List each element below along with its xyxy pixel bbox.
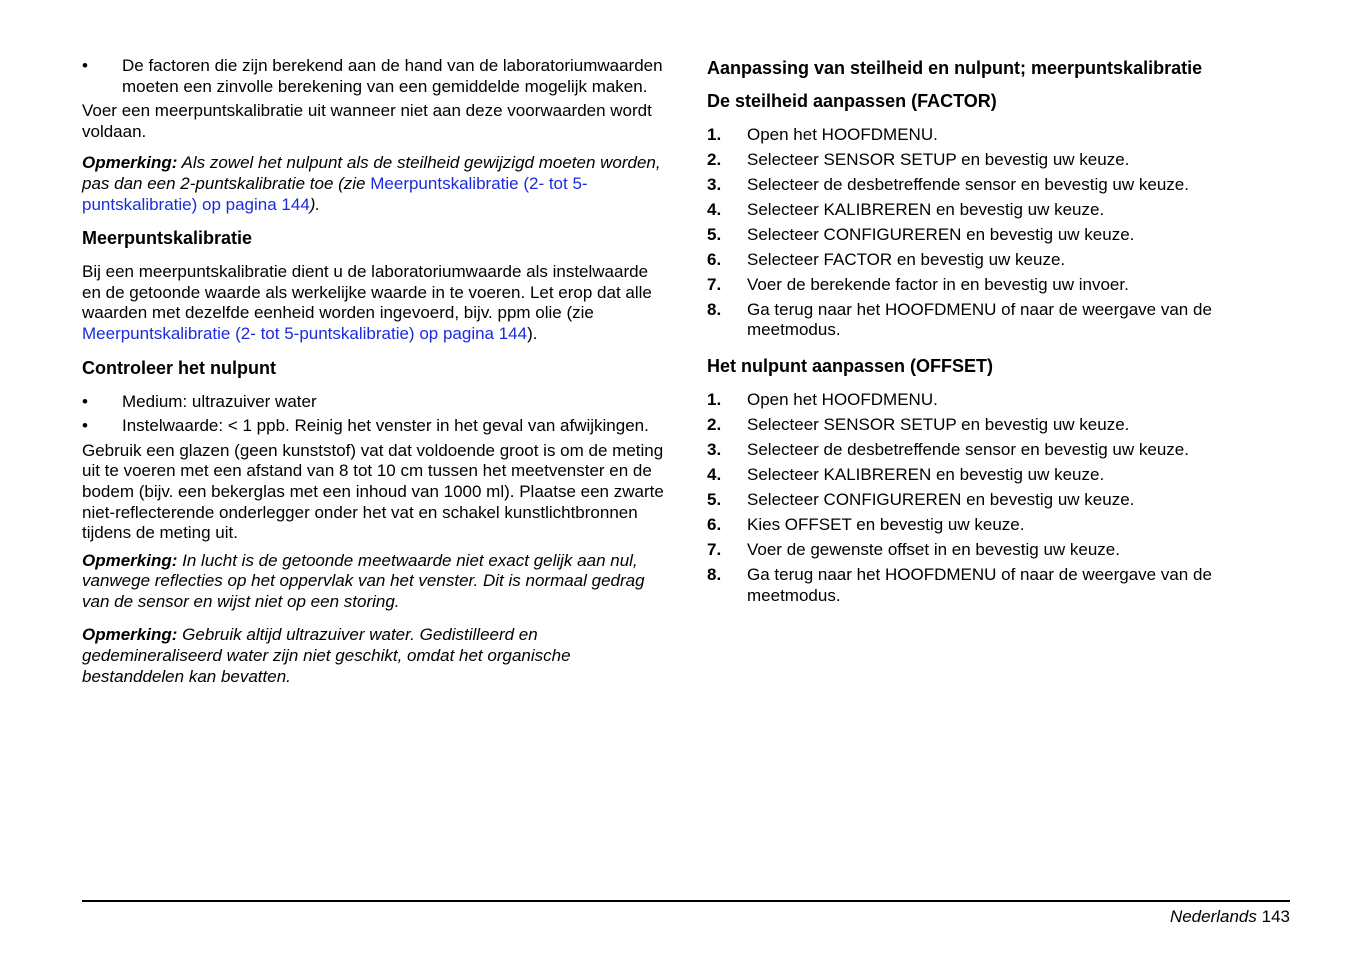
step-text: Voer de berekende factor in en bevestig uw invoer. (747, 274, 1129, 294)
note-label: Opmerking: (82, 625, 178, 645)
bullet-text: Medium: ultrazuiver water (122, 391, 317, 411)
step-text: Selecteer CONFIGUREREN en bevestig uw keuze. (747, 224, 1135, 244)
cross-reference-link[interactable]: Meerpuntskalibratie (2- tot 5-puntskalibratie) op pagina 144 (82, 173, 588, 214)
step-item (707, 440, 1307, 461)
step-item (707, 465, 1307, 486)
paragraph-voorwaarden: Voer een meerpuntskalibratie uit wanneer niet aan deze voorwaarden wordt voldaan. (82, 101, 652, 141)
note-label: Opmerking: (82, 153, 178, 173)
heading-offset: Het nulpunt aanpassen (OFFSET) (707, 356, 994, 377)
step-number: 6. (707, 515, 722, 534)
step-number: 8. (707, 299, 722, 319)
step-number: 6. (707, 249, 722, 269)
step-text: Selecteer KALIBREREN en bevestig uw keuze. (747, 199, 1105, 219)
step-text: Selecteer KALIBREREN en bevestig uw keuze. (747, 465, 1105, 485)
bullet-mark: • (82, 56, 88, 75)
step-item (707, 125, 1307, 146)
step-text: Selecteer de desbetreffende sensor en bevestig uw keuze. (747, 440, 1189, 460)
step-number: 7. (707, 274, 722, 294)
step-number: 5. (707, 224, 722, 244)
step-item (707, 200, 1307, 221)
step-item (707, 275, 1307, 296)
bullet-mark: • (82, 391, 88, 411)
note-2-puntskalibratie (82, 153, 664, 215)
heading-meerpuntskalibratie: Meerpuntskalibratie (82, 228, 253, 249)
steps-factor-list (707, 125, 1307, 341)
step-item (707, 175, 1307, 196)
page-footer (1170, 907, 1290, 928)
page-number: 143 (1261, 907, 1290, 926)
step-text: Selecteer de desbetreffende sensor en bevestig uw keuze. (747, 174, 1189, 194)
heading-aanpassing: Aanpassing van steilheid en nulpunt; meerpuntskalibratie (707, 58, 1203, 78)
step-number: 5. (707, 490, 722, 510)
step-number: 4. (707, 199, 722, 219)
step-number: 1. (707, 390, 722, 410)
step-text: Selecteer SENSOR SETUP en bevestig uw keuze. (747, 149, 1130, 169)
bullet-mark: • (82, 416, 88, 436)
steps-offset-list (707, 390, 1307, 606)
paragraph-text-before: Bij een meerpuntskalibratie dient u de laboratoriumwaarde als instelwaarde en de getoonde waarde als werkelijke waarde in te voeren. Let erop dat alle waarden met dezelfde eenheid worden ingevoerd, bijv. ppm olie (zie (82, 262, 652, 323)
heading-controleer-nulpunt: Controleer het nulpunt (82, 357, 276, 378)
paragraph-glazen-vat: Gebruik een glazen (geen kunststof) vat dat voldoende groot is om de meting uit te voeren met een afstand van 8 tot 10 cm tussen het meetvenster en de bodem (bijv. een bekerglas met een inhoud van 1000 ml). Plaatse een zwarte niet-reflecterende onderlegger onder het vat en schakel kunstlichtbronnen tijdens de meting uit. (82, 440, 664, 543)
note-text: In lucht is de getoonde meetwaarde niet exact gelijk aan nul, vanwege reflecties op het oppervlak van het venster. Dit is normaal gedrag van de sensor en wijst niet op een storing. (82, 550, 645, 611)
step-text: Open het HOOFDMENU. (747, 125, 938, 144)
paragraph-text-after: ). (527, 323, 538, 343)
step-item (707, 415, 1307, 436)
step-item (707, 515, 1307, 536)
note-text-after: ). (309, 194, 321, 214)
step-number: 1. (707, 125, 722, 144)
step-text: Ga terug naar het HOOFDMENU of naar de weergave van de meetmodus. (747, 564, 1212, 605)
step-item (707, 540, 1307, 561)
bullet-text: Instelwaarde: < 1 ppb. Reinig het venster in het geval van afwijkingen. (122, 416, 649, 436)
step-item (707, 225, 1307, 246)
note-lucht (82, 551, 664, 613)
bullet-text: De factoren die zijn berekend aan de hand van de laboratoriumwaarden moeten een zinvolle berekening van een gemiddelde mogelijk maken. (122, 56, 663, 96)
bullet-item (82, 392, 664, 413)
heading-factor: De steilheid aanpassen (FACTOR) (707, 91, 997, 111)
step-text: Selecteer CONFIGUREREN en bevestig uw keuze. (747, 490, 1135, 510)
step-text: Open het HOOFDMENU. (747, 390, 938, 410)
step-text: Kies OFFSET en bevestig uw keuze. (747, 515, 1025, 534)
step-item (707, 150, 1307, 171)
step-text: Selecteer FACTOR en bevestig uw keuze. (747, 249, 1066, 269)
paragraph-meerpuntskalibratie (82, 262, 664, 344)
bullet-item (82, 56, 664, 97)
note-ultrazuiver-water (82, 625, 664, 687)
bullet-item (82, 416, 664, 437)
step-item (707, 300, 1307, 341)
step-number: 7. (707, 539, 722, 559)
step-number: 3. (707, 440, 722, 460)
note-text-before: Als zowel het nulpunt als de steilheid gewijzigd moeten worden, pas dan een 2-puntskalibratie toe (zie (82, 153, 661, 193)
step-text: Selecteer SENSOR SETUP en bevestig uw keuze. (747, 415, 1130, 435)
step-number: 2. (707, 149, 722, 169)
right-column (707, 56, 1307, 611)
note-text: Gebruik altijd ultrazuiver water. Gedistilleerd en gedemineraliseerd water zijn niet geschikt, omdat het organische bestanddelen kan bevatten. (82, 625, 571, 686)
footer-divider (82, 900, 1290, 902)
left-column (82, 56, 664, 693)
step-number: 8. (707, 564, 722, 584)
step-text: Ga terug naar het HOOFDMENU of naar de weergave van de meetmodus. (747, 299, 1212, 340)
step-item (707, 490, 1307, 511)
step-text: Voer de gewenste offset in en bevestig uw keuze. (747, 539, 1120, 559)
step-item (707, 250, 1307, 271)
step-number: 4. (707, 465, 722, 485)
step-item (707, 565, 1307, 606)
footer-language: Nederlands (1169, 907, 1257, 926)
cross-reference-link[interactable]: Meerpuntskalibratie (2- tot 5-puntskalibratie) op pagina 144 (82, 323, 528, 343)
step-number: 3. (707, 174, 722, 194)
step-item (707, 390, 1307, 411)
step-number: 2. (707, 415, 722, 435)
note-label: Opmerking: (82, 550, 178, 570)
